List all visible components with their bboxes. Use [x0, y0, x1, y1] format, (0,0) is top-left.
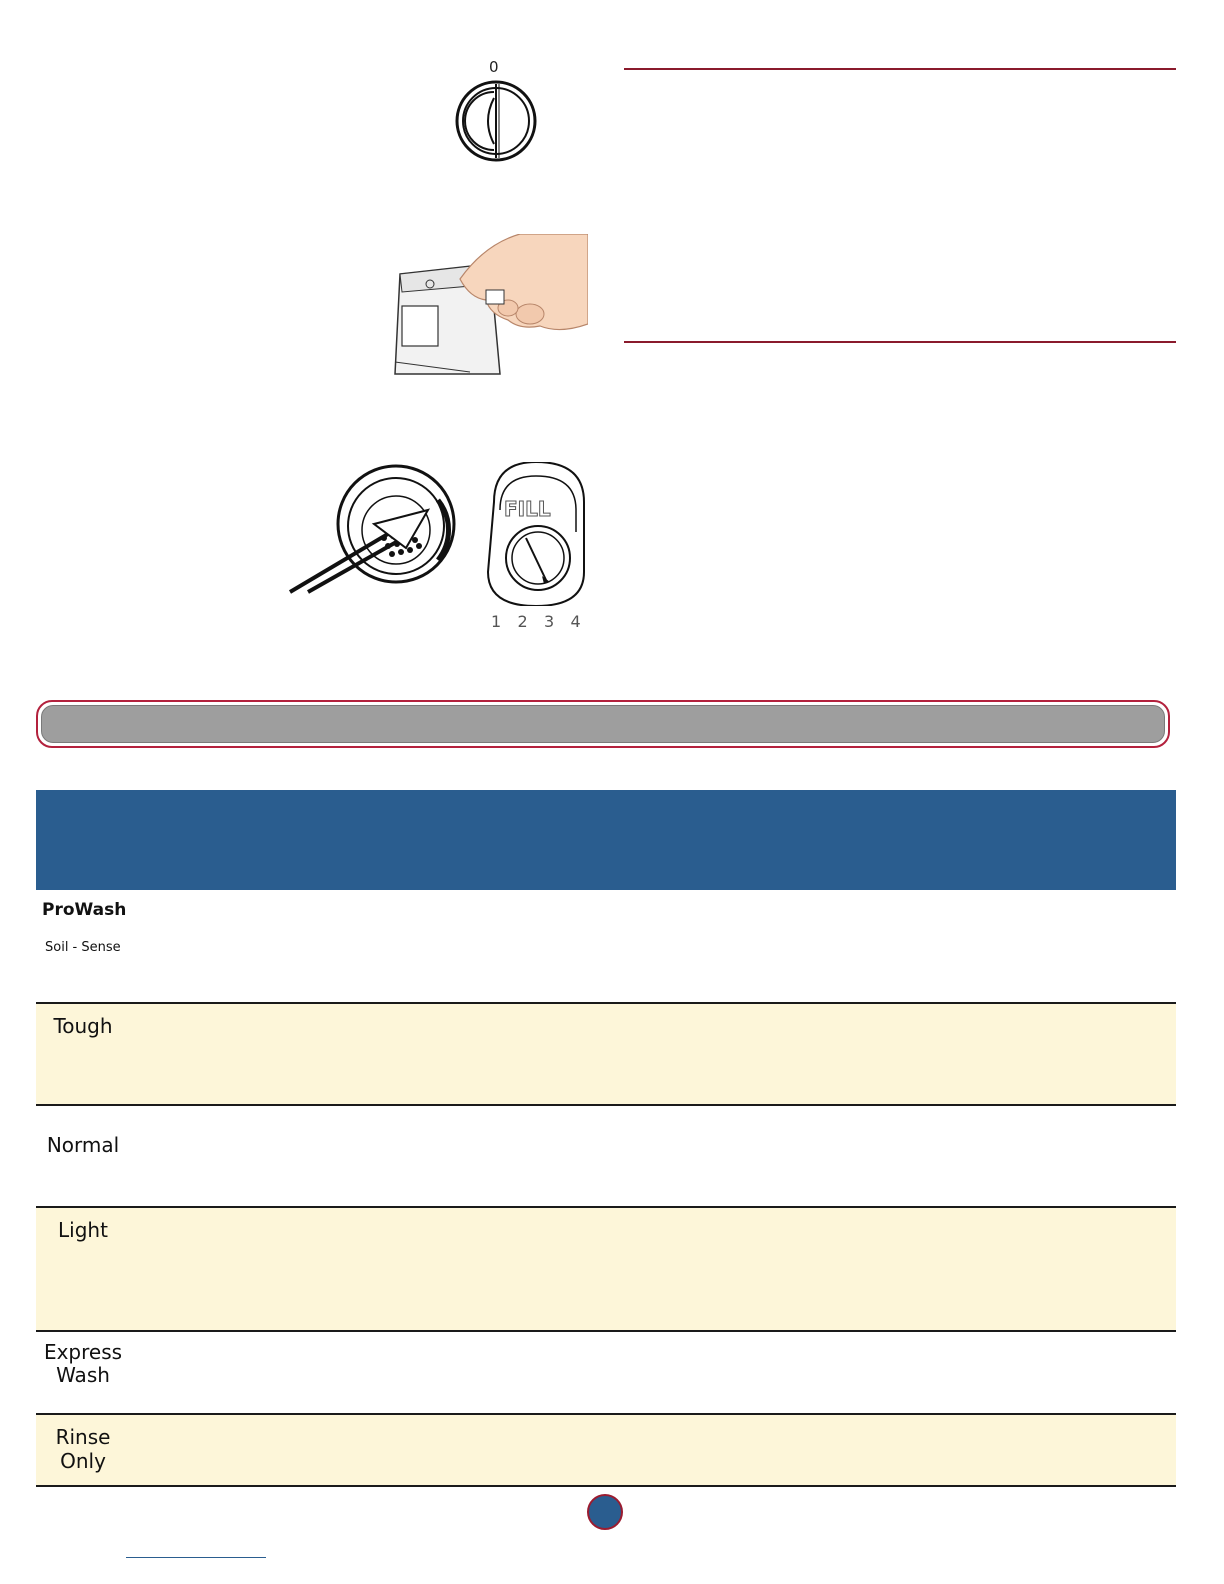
cycle-label-tough: Tough [53, 1014, 113, 1038]
cycle-label-light: Light [58, 1218, 108, 1242]
cycle-label-rinse-only-line1: Rinse [55, 1425, 111, 1449]
dial-zero-label: 0 [489, 58, 499, 76]
rinse-aid-dial-illustration [452, 78, 540, 164]
fill-setting-1: 1 [491, 612, 502, 631]
dispenser-hand-illustration [390, 234, 588, 376]
fill-word: FILL [504, 497, 551, 521]
section-header-bar [36, 700, 1170, 748]
footer-link-underline[interactable] [126, 1557, 266, 1558]
row-divider [36, 1485, 1176, 1487]
cycle-label-express-wash-line1: Express [43, 1340, 123, 1364]
fill-settings-scale [491, 612, 597, 631]
cycle-table-header [36, 790, 1176, 890]
cycle-row-light [36, 1208, 1176, 1330]
cycle-label-express-wash-line2: Wash [56, 1363, 110, 1387]
prowash-title: ProWash [42, 900, 127, 920]
fill-setting-4: 4 [570, 612, 581, 631]
divider-rule [624, 341, 1176, 343]
cycle-row-rinse-only [36, 1415, 1176, 1485]
detergent-fill-cap-illustration [484, 462, 590, 606]
cycle-label-rinse-only-line2: Only [60, 1449, 106, 1473]
cycle-label-normal: Normal [46, 1133, 120, 1157]
section-header-fill [41, 705, 1165, 743]
page-number-badge [587, 1494, 623, 1530]
prowash-subtitle: Soil - Sense [45, 940, 121, 955]
cycle-row-tough [36, 1004, 1176, 1104]
fill-setting-3: 3 [544, 612, 555, 631]
divider-rule [624, 68, 1176, 70]
cycle-row-express-wash [36, 1332, 1176, 1414]
fill-setting-2: 2 [517, 612, 528, 631]
rinse-aid-adjuster-illustration [288, 460, 458, 594]
cycle-row-normal [36, 1106, 1176, 1206]
